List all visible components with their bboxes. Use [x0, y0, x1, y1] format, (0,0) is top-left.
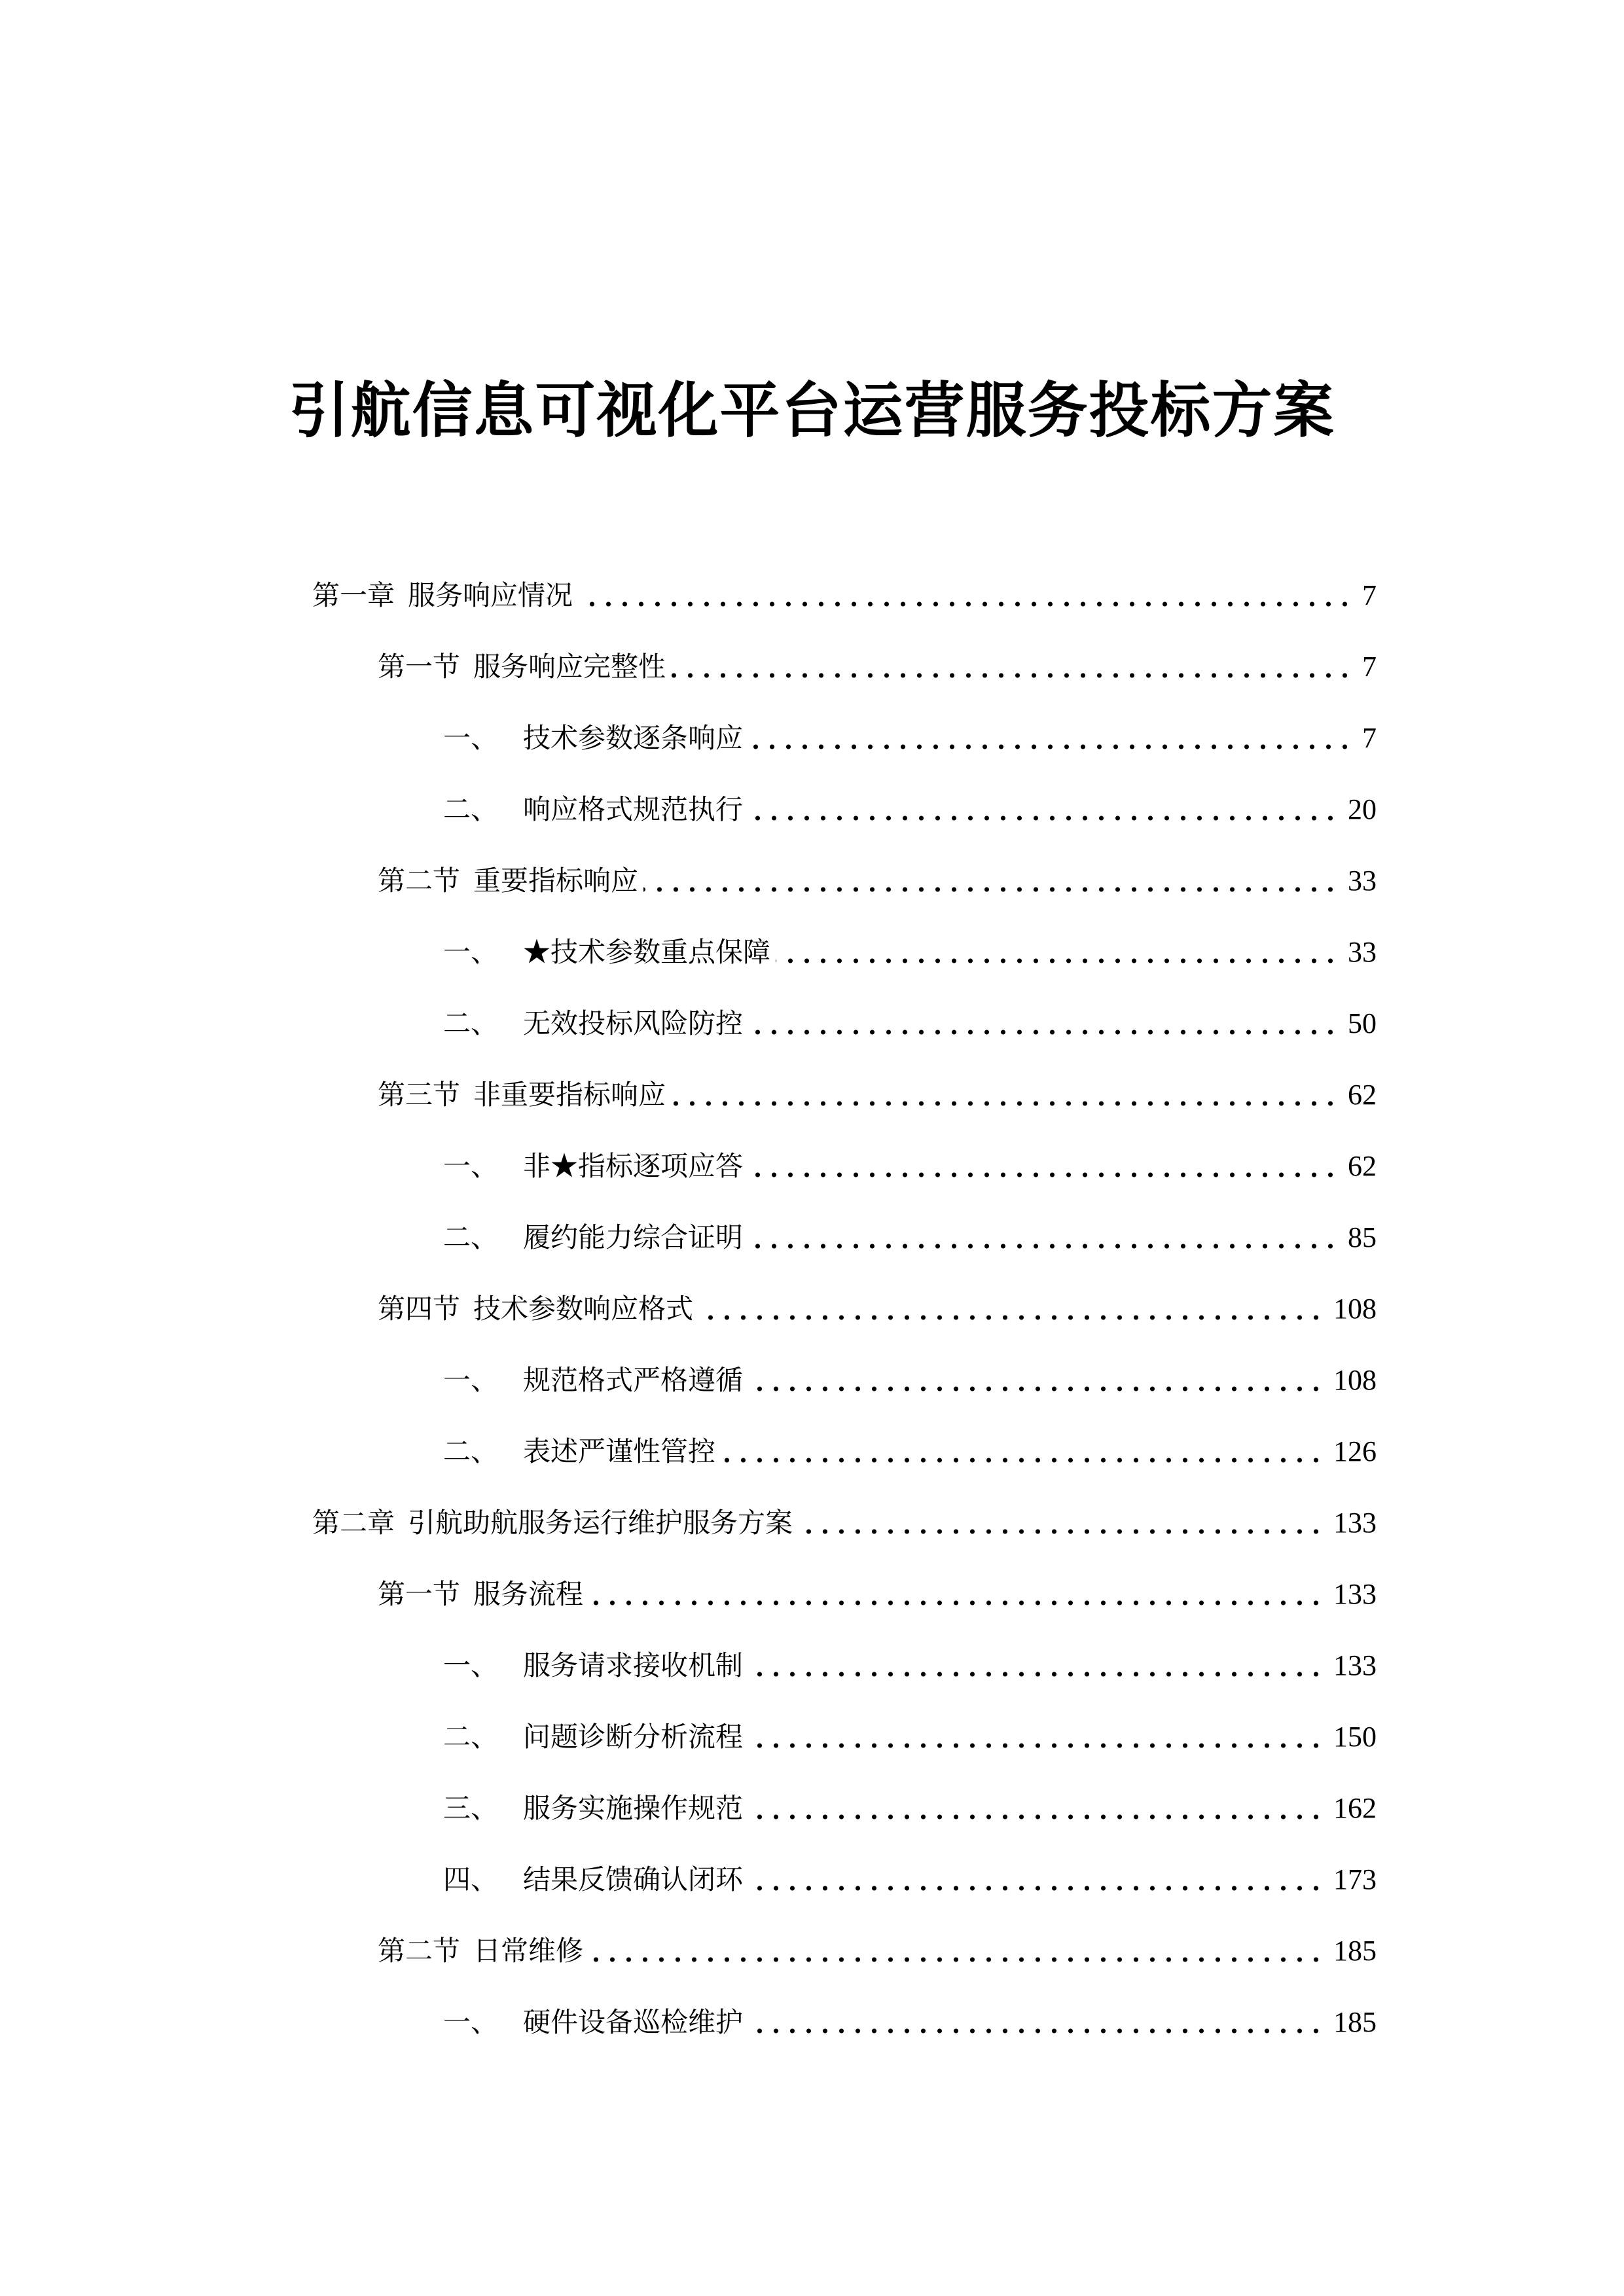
- toc-page-number: 85: [1348, 1221, 1377, 1253]
- toc-page-number: 20: [1348, 793, 1377, 825]
- toc-entry-subsection[interactable]: [443, 1218, 1377, 1257]
- toc-entry-title: 规范格式严格遵循: [523, 1364, 744, 1396]
- toc-entry-title: ★技术参数重点保障: [523, 936, 771, 968]
- toc-entry-chapter[interactable]: [312, 576, 1377, 615]
- toc-page-number: 50: [1348, 1007, 1377, 1039]
- toc-page-number: 150: [1333, 1721, 1377, 1753]
- toc-entry-number: 二、: [443, 1435, 499, 1467]
- toc-entry-title: 日常维修: [473, 1935, 584, 1967]
- toc-entry-subsection[interactable]: [443, 719, 1377, 758]
- toc-entry-number: 第三节: [378, 1079, 461, 1111]
- toc-entry-number: 第一节: [378, 651, 461, 683]
- toc-entry-subsection[interactable]: [443, 1432, 1377, 1471]
- toc-entry-title: 技术参数响应格式: [473, 1293, 694, 1325]
- toc-page-number: 162: [1333, 1792, 1377, 1824]
- toc-entry-number: 第一节: [378, 1578, 461, 1610]
- toc-entry-title: 表述严谨性管控: [523, 1435, 716, 1467]
- toc-entry-title: 服务响应完整性: [473, 651, 666, 683]
- toc-dot-leader: [588, 1575, 1324, 1614]
- toc-dot-leader: [748, 1361, 1324, 1400]
- toc-page-number: 133: [1333, 1578, 1377, 1610]
- toc-entry-title: 结果反馈确认闭环: [523, 1863, 744, 1895]
- toc-entry-title: 无效投标风险防控: [523, 1007, 744, 1039]
- toc-page-number: 7: [1362, 722, 1377, 754]
- toc-dot-leader: [748, 719, 1353, 758]
- toc-entry-number: 二、: [443, 793, 499, 825]
- toc-entry-section[interactable]: [378, 861, 1377, 901]
- toc-entry-subsection[interactable]: [443, 933, 1377, 972]
- toc-dot-leader: [748, 1789, 1324, 1828]
- toc-entry-subsection[interactable]: [443, 1717, 1377, 1757]
- toc-entry-number: 二、: [443, 1721, 499, 1753]
- toc-entry-subsection[interactable]: [443, 1860, 1377, 1899]
- toc-entry-number: 第二节: [378, 865, 461, 897]
- toc-entry-number: 一、: [443, 722, 499, 754]
- toc-dot-leader: [748, 1860, 1324, 1899]
- toc-page-number: 133: [1333, 1649, 1377, 1681]
- toc-entry-number: 二、: [443, 1221, 499, 1253]
- toc-page-number: 62: [1348, 1079, 1377, 1111]
- toc-page-number: 185: [1333, 1935, 1377, 1967]
- toc-entry-title: 履约能力综合证明: [523, 1221, 744, 1253]
- toc-entry-subsection[interactable]: [443, 1361, 1377, 1400]
- toc-page-number: 173: [1333, 1863, 1377, 1895]
- toc-entry-section[interactable]: [378, 1575, 1377, 1614]
- toc-entry-subsection[interactable]: [443, 1147, 1377, 1186]
- toc-dot-leader: [698, 1289, 1324, 1329]
- toc-entry-subsection[interactable]: [443, 1789, 1377, 1828]
- toc-page-number: 7: [1362, 579, 1377, 611]
- toc-page-number: 7: [1362, 651, 1377, 683]
- toc-entry-subsection[interactable]: [443, 2003, 1377, 2042]
- toc-dot-leader: [748, 1646, 1324, 1685]
- toc-dot-leader: [588, 1931, 1324, 1971]
- toc-entry-title: 服务请求接收机制: [523, 1649, 744, 1681]
- toc-entry-section[interactable]: [378, 1931, 1377, 1971]
- toc-entry-section[interactable]: [378, 647, 1377, 687]
- toc-entry-title: 重要指标响应: [473, 865, 639, 897]
- toc-entry-number: 第四节: [378, 1293, 461, 1325]
- toc-entry-chapter[interactable]: [312, 1503, 1377, 1543]
- toc-dot-leader: [748, 2003, 1324, 2042]
- toc-entry-title: 非重要指标响应: [473, 1079, 666, 1111]
- toc-entry-section[interactable]: [378, 1289, 1377, 1329]
- toc-entry-subsection[interactable]: [443, 1646, 1377, 1685]
- toc-dot-leader: [671, 1075, 1339, 1115]
- toc-dot-leader: [721, 1432, 1324, 1471]
- toc-dot-leader: [578, 576, 1353, 615]
- toc-entry-number: 第二节: [378, 1935, 461, 1967]
- toc-dot-leader: [671, 647, 1353, 687]
- toc-dot-leader: [776, 933, 1339, 972]
- toc-dot-leader: [748, 1717, 1324, 1757]
- toc-page-number: 126: [1333, 1435, 1377, 1467]
- toc-entry-number: 一、: [443, 936, 499, 968]
- toc-entry-title: 引航助航服务运行维护服务方案: [408, 1507, 793, 1539]
- toc-dot-leader: [748, 1218, 1339, 1257]
- toc-dot-leader: [748, 1004, 1339, 1043]
- toc-entry-subsection[interactable]: [443, 790, 1377, 829]
- toc-entry-number: 第一章: [312, 579, 395, 611]
- toc-entry-title: 非★指标逐项应答: [523, 1150, 744, 1182]
- toc-entry-number: 一、: [443, 1649, 499, 1681]
- toc-entry-number: 一、: [443, 1364, 499, 1396]
- toc-page-number: 33: [1348, 936, 1377, 968]
- toc-page-number: 108: [1333, 1293, 1377, 1325]
- toc-dot-leader: [748, 790, 1339, 829]
- toc-entry-number: 三、: [443, 1792, 499, 1824]
- toc-entry-title: 服务响应情况: [408, 579, 573, 611]
- document-title: 引航信息可视化平台运营服务投标方案: [289, 374, 1335, 446]
- toc-entry-title: 技术参数逐条响应: [523, 722, 744, 754]
- toc-page-number: 185: [1333, 2006, 1377, 2038]
- toc-entry-title: 问题诊断分析流程: [523, 1721, 744, 1753]
- toc-entry-title: 服务实施操作规范: [523, 1792, 744, 1824]
- toc-page-number: 108: [1333, 1364, 1377, 1396]
- toc-entry-number: 二、: [443, 1007, 499, 1039]
- toc-page-number: 33: [1348, 865, 1377, 897]
- toc-entry-subsection[interactable]: [443, 1004, 1377, 1043]
- toc-entry-title: 硬件设备巡检维护: [523, 2006, 744, 2038]
- toc-page-number: 62: [1348, 1150, 1377, 1182]
- toc-dot-leader: [798, 1503, 1324, 1543]
- toc-entry-title: 响应格式规范执行: [523, 793, 744, 825]
- toc-entry-number: 一、: [443, 2006, 499, 2038]
- toc-entry-section[interactable]: [378, 1075, 1377, 1115]
- toc-page-number: 133: [1333, 1507, 1377, 1539]
- toc-entry-number: 一、: [443, 1150, 499, 1182]
- toc-dot-leader: [643, 861, 1339, 901]
- toc-entry-number: 四、: [443, 1863, 499, 1895]
- toc-entry-title: 服务流程: [473, 1578, 584, 1610]
- toc-entry-number: 第二章: [312, 1507, 395, 1539]
- toc-dot-leader: [748, 1147, 1339, 1186]
